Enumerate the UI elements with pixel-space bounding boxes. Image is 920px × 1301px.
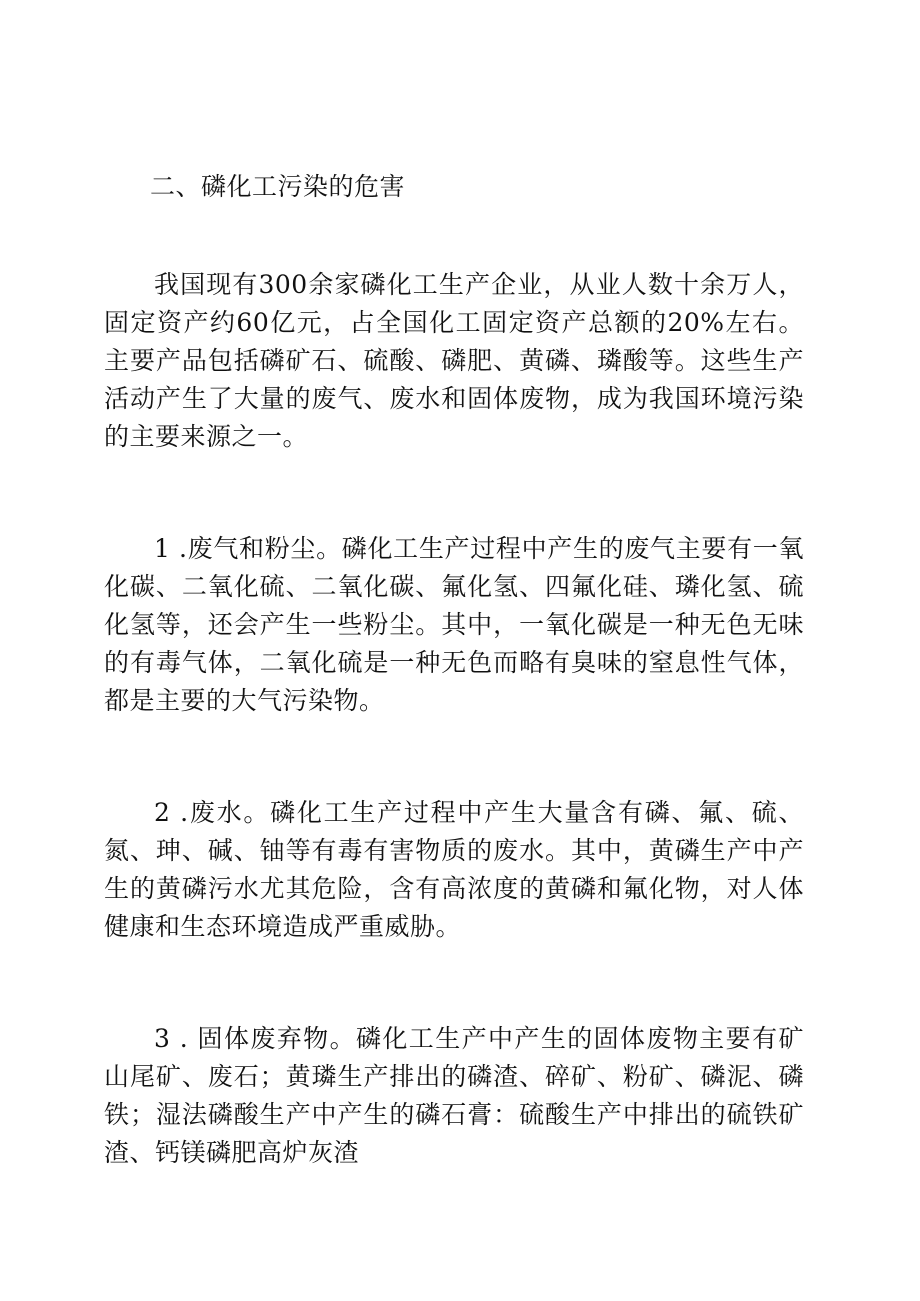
spacer bbox=[104, 720, 804, 794]
paragraph-waste-gas: 1 .废气和粉尘。磷化工生产过程中产生的废气主要有一氧化碳、二氧化硫、二氧化碳、氟化氢、四氟化硅、璘化氢、硫化氢等，还会产生一些粉尘。其中，一氧化碳是一种无色无味的有毒气体，二氧化硫是一种无色而略有臭味的窒息性气体，都是主要的大气污染物。 bbox=[104, 534, 804, 715]
section-heading: 二、磷化工污染的危害 bbox=[150, 172, 406, 201]
paragraph-waste-water: 2 .废水。磷化工生产过程中产生大量含有磷、氟、硫、氮、珅、碱、铀等有毒有害物质的废水。其中，黄磷生产中产生的黄磷污水尤其危险，含有高浓度的黄磷和氟化物，对人体健康和生态环境造成严重威胁。 bbox=[104, 798, 804, 941]
document-body bbox=[104, 168, 804, 1172]
spacer bbox=[104, 206, 804, 266]
paragraph-intro: 我国现有300余家磷化工生产企业，从业人数十余万人，固定资产约60亿元，占全国化工固定资产总额的20%左右。主要产品包括磷矿石、硫酸、磷肥、黄磷、璘酸等。这些生产活动产生了大量的废气、废水和固体废物，成为我国环境污染的主要来源之一。 bbox=[104, 270, 804, 451]
spacer bbox=[104, 946, 804, 1020]
spacer bbox=[104, 456, 804, 530]
paragraph-solid-waste: 3 . 固体废弃物。磷化工生产中产生的固体废物主要有矿山尾矿、废石；黄璘生产排出的磷渣、碎矿、粉矿、磷泥、磷铁；湿法磷酸生产中产生的磷石膏：硫酸生产中排出的硫铁矿渣、钙镁磷肥高炉灰渣 bbox=[104, 1024, 804, 1167]
